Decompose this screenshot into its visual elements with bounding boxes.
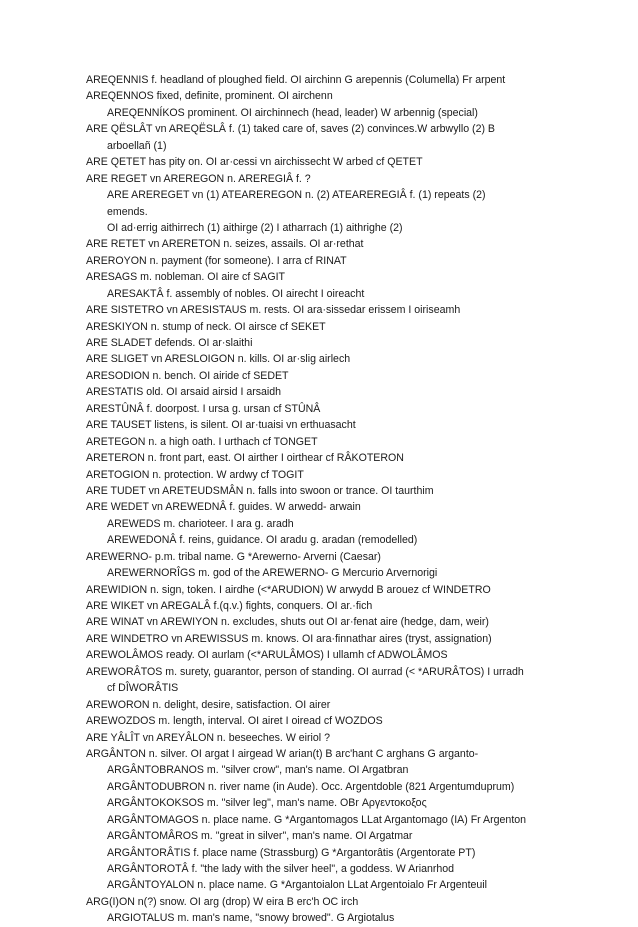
dictionary-entry-line: ARETEGON n. a high oath. I urthach cf TONGET [86, 435, 318, 448]
dictionary-subentry-line: AREWEDONÂ f. reins, guidance. OI aradu g. aradan (remodelled) [107, 534, 418, 547]
dictionary-subentry-line: AREWEDS m. charioteer. I ara g. aradh [107, 517, 294, 530]
dictionary-subentry-line: ARGÂNTOKOKSOS m. "silver leg", man's name. OBr Αργεντοκοξος [107, 797, 427, 810]
dictionary-entry-line: ARE TAUSET listens, is silent. OI ar·tuaisi vn erthuasacht [86, 419, 356, 432]
dictionary-subentry-line: ARGÂNTODUBRON n. river name (in Aude). Occ. Argentdoble (821 Argentumduprum) [107, 780, 515, 793]
dictionary-entry-line: AREQENNOS fixed, definite, prominent. OI airchenn [86, 90, 333, 103]
dictionary-entry-line: ARE WEDET vn AREWEDNÂ f. guides. W arwedd- arwain [86, 501, 361, 514]
dictionary-entry-line: ARE WINDETRO vn AREWISSUS m. knows. OI ara·finnathar aires (tryst, assignation) [86, 632, 492, 645]
dictionary-entry-line: ARESODION n. bench. OI airide cf SEDET [86, 369, 289, 382]
dictionary-subentry-line: ARE AREREGET vn (1) ATEAREREGON n. (2) ATEAREREGIÂ f. (1) repeats (2) [107, 189, 486, 202]
dictionary-subentry-line: AREQENNÍKOS prominent. OI airchinnech (head, leader) W arbennig (special) [107, 106, 478, 119]
dictionary-subentry-line: arboellañ (1) [107, 139, 167, 152]
dictionary-subentry-line: ARGÂNTOYALON n. place name. G *Argantoialon LLat Argentoialo Fr Argenteuil [107, 879, 488, 892]
dictionary-entry-line: ARESTÛNÂ f. doorpost. I ursa g. ursan cf STÛNÂ [86, 402, 321, 415]
dictionary-entry-line: AREWERNO- p.m. tribal name. G *Arewerno- Arverni (Caesar) [86, 550, 381, 563]
dictionary-entry-line: AREWOZDOS m. length, interval. OI airet I oiread cf WOZDOS [86, 715, 383, 728]
dictionary-entry-line: ARGÂNTON n. silver. OI argat I airgead W arian(t) B arc'hant C arghans G arganto- [86, 747, 479, 760]
dictionary-entry-line: ARE TUDET vn ARETEUDSMÂN n. falls into swoon or trance. OI taurthim [86, 484, 434, 497]
dictionary-entry-line: ARE QETET has pity on. OI ar·cessi vn airchissecht W arbed cf QETET [86, 156, 423, 169]
dictionary-entry-line: AREROYON n. payment (for someone). I arra cf RINAT [86, 254, 347, 267]
dictionary-entry-line: AREWORON n. delight, desire, satisfaction. OI airer [86, 698, 331, 711]
dictionary-entry-line: ARE WINAT vn AREWIYON n. excludes, shuts out OI ar·fenat aire (hedge, dam, weir) [86, 616, 489, 629]
dictionary-entry-line: ARETERON n. front part, east. OI airther I oirthear cf RÂKOTERON [86, 452, 404, 465]
dictionary-entry-line: ARG(I)ON n(?) snow. OI arg (drop) W eira B erc'h OC irch [86, 895, 359, 908]
dictionary-subentry-line: ARGÂNTOMÂROS m. "great in silver", man's name. OI Argatmar [107, 830, 413, 843]
dictionary-entry-line: ARE SISTETRO vn ARESISTAUS m. rests. OI ara·sissedar erissem I oiriseamh [86, 304, 461, 317]
dictionary-subentry-line: OI ad·errig aithirrech (1) aithirge (2) I atharrach (1) aithrighe (2) [107, 221, 403, 234]
dictionary-entry-line: ARETOGION n. protection. W ardwy cf TOGIT [86, 468, 304, 481]
dictionary-entry-line: AREWOLÂMOS ready. OI aurlam (<*ARULÂMOS) I ullamh cf ADWOLÂMOS [86, 649, 448, 662]
dictionary-entry-line: ARE QËSLÂT vn AREQËSLÂ f. (1) taked care of, saves (2) convinces.W arbwyllo (2) B [86, 123, 495, 136]
dictionary-entry-line: AREQENNIS f. headland of ploughed field. OI airchinn G arepennis (Columella) Fr arpent [86, 74, 506, 86]
dictionary-subentry-line: ARGÂNTOBRANOS m. "silver crow", man's name. OI Argatbran [107, 764, 409, 777]
dictionary-subentry-line: ARESAKTÂ f. assembly of nobles. OI airecht I oireacht [107, 287, 365, 300]
dictionary-entry-line: ARE REGET vn AREREGON n. AREREGIÂ f. ? [86, 172, 311, 185]
dictionary-entry-line: AREWIDION n. sign, token. I airdhe (<*ARUDION) W arwydd B arouez cf WINDETRO [86, 583, 491, 596]
dictionary-entry-line: ARESKIYON n. stump of neck. OI airsce cf SEKET [86, 320, 326, 333]
dictionary-subentry-line: ARGÂNTOMAGOS n. place name. G *Argantomagos LLat Argantomago (IA) Fr Argenton [107, 813, 527, 826]
dictionary-entry-line: ARESTATIS old. OI arsaid airsid I arsaidh [86, 386, 282, 399]
dictionary-entry-line: ARE YÂLÎT vn AREYÂLON n. beseeches. W eiriol ? [86, 731, 330, 744]
dictionary-subentry-line: cf DÎWORÂTIS [107, 682, 179, 695]
dictionary-subentry-line: ARGÂNTOROTÂ f. "the lady with the silver heel", a goddess. W Arianrhod [107, 863, 455, 875]
dictionary-entry-line: ARESAGS m. nobleman. OI aire cf SAGIT [86, 271, 285, 284]
dictionary-entry-line: ARE RETET vn ARERETON n. seizes, assails. OI ar·rethat [86, 238, 364, 251]
dictionary-subentry-line: emends. [107, 205, 148, 218]
dictionary-subentry-line: AREWERNORÎGS m. god of the AREWERNO- G Mercurio Arvernorigi [107, 567, 438, 580]
dictionary-subentry-line: ARGÂNTORÂTIS f. place name (Strassburg) G *Argantorâtis (Argentorate PT) [107, 846, 476, 859]
dictionary-entry-line: ARE SLIGET vn ARESLOIGON n. kills. OI ar·slig airlech [86, 353, 351, 366]
dictionary-subentry-line: ARGIOTALUS m. man's name, "snowy browed". G Argiotalus [107, 912, 395, 925]
dictionary-entry-line: ARE SLADET defends. OI ar·slaithi [86, 337, 253, 349]
dictionary-entry-line: ARE WIKET vn AREGALÂ f.(q.v.) fights, conquers. OI ar.·fich [86, 600, 373, 612]
dictionary-entry-line: AREWORÂTOS m. surety, guarantor, person of standing. OI aurrad (< *ARURÂTOS) I urradh [86, 665, 524, 678]
